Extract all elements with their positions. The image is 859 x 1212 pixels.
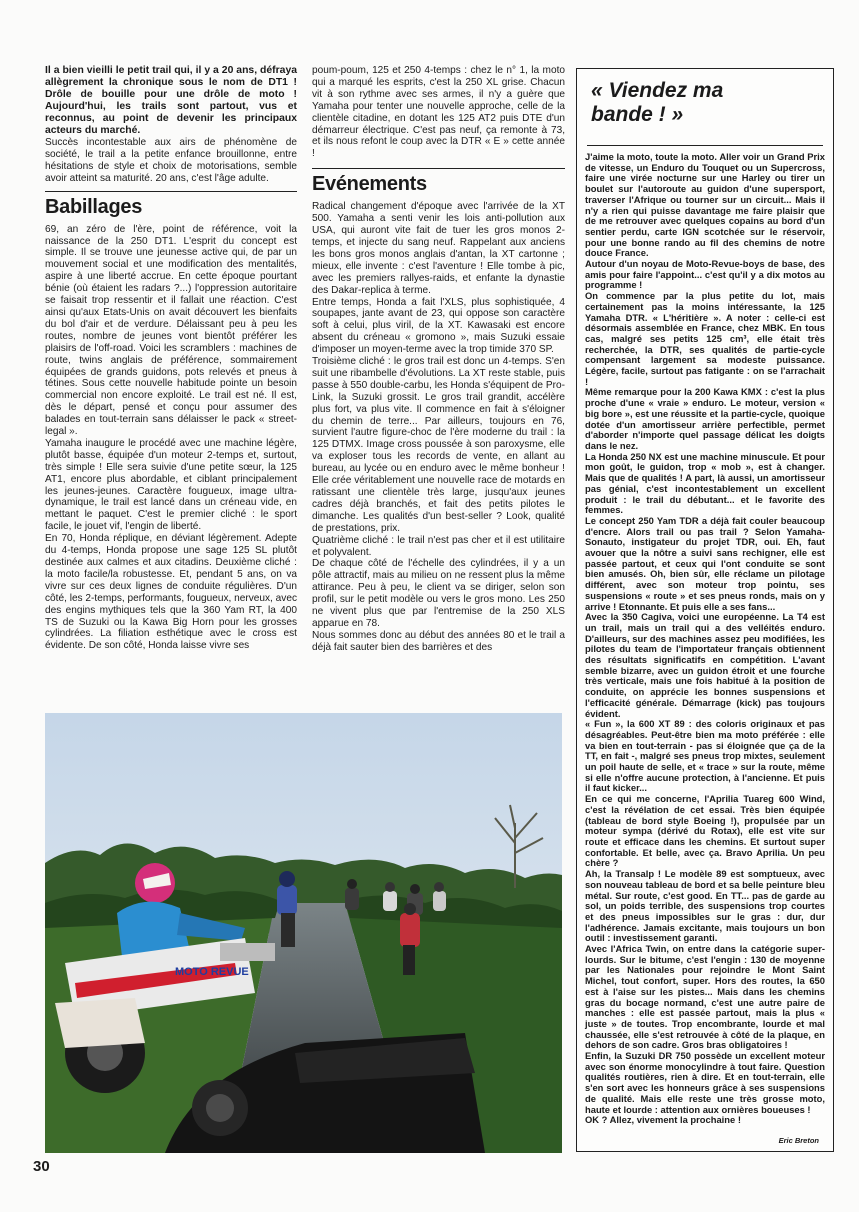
evenements-paragraph: Nous sommes donc au début des années 80 et le trail a déjà fait sauter bien des barrières et des	[312, 629, 565, 653]
babillages-paragraph: 69, an zéro de l'ère, point de référence, voit la naissance de la 250 DT1. L'esprit du concept est simple. Il se trouve une jeunesse active qui, de par un mouvement social et une modification des mentalités, aspire à une liberté accrue. En cette époque pourtant bénie (où étaient les radars ?...) l'oppression autoritaire se faisait trop ressentir et il fallait une réaction. C'est ainsi qu'aux Etats-Unis on avait découvert les bienfaits du bol d'air et de verdure. Délaissant peu à peu les routes, nombre de jeunes vont bientôt préférer les plaisirs de l'off-road. Voici les scramblers : machines de route, twins anglais de préférence, sommairement équipées de grands guidons, pots relevés et pneus à tétines. Sous cette nouvelle habitude pointe un besoin commercial non encore exploité. Le trail est né. Il est, dès le départ, pensé et conçu pour assumer des balades en tout-terrain sans délaisser le pack « street-legal ».	[45, 223, 297, 438]
sidebar-paragraph: Avec l'Africa Twin, on entre dans la catégorie super-lourds. Sur le bitume, c'est l'engin : 130 de moyenne par les Nationales pour rejoindre le Mont Saint Michel, tout confort, super. Hors des routes, la 650 est à l'aise sur les pistes... Mais dans les chemins gras du bocage normand, c'est une autre paire de manches : elle est passée partout, mais la plus « juste » de toutes. Trop encombrante, lourde et mal chaussée, elle s'est retrouvée à côté de la plaque, en dehors de son cadre. Gros bras obligatoires !	[585, 943, 825, 1051]
sidebar-divider	[587, 145, 823, 146]
jacket-logo: MOTO REVUE	[175, 966, 249, 978]
sidebar-paragraph: Avec la 350 Cagiva, voici une européenne. La T4 est un trail, mais un trail qui a des velléités enduro. D'ailleurs, sur des machines assez peu modifiées, les pilotes du team de l'importateur français obtiennent des résultats significatifs en compétition. L'avant semble bizarre, avec un guidon étroit et une fourche très verticale, mais une fois habitué à la position de conduite, on apprécie les bonnes suspensions et l'efficacité générale. Démarrage (kick) pas toujours évident.	[585, 611, 825, 719]
sidebar-title: « Viendez ma bande ! »	[591, 79, 724, 126]
column-middle	[312, 65, 565, 654]
sidebar-paragraph: La Honda 250 NX est une machine minuscule. Et pour mon goût, le guidon, trop « mob », est à changer. Mais que de qualités ! A part, là aussi, un amortisseur pas génial, c'est incontestablement un excellent produit : le trail du débutant... et le favorite des femmes.	[585, 450, 825, 516]
evenements-paragraph: Quatrième cliché : le trail n'est pas cher et il est utilitaire et polyvalent.	[312, 534, 565, 558]
sidebar-body	[585, 152, 825, 1126]
sidebar-paragraph: Enfin, la Suzuki DR 750 possède un excellent moteur avec son énorme monocylindre à tout faire. Question qualités routières, rien à dire. Et en tout-terrain, elle s'en sort avec les honneurs grâce à ses suspensions de qualité. Mais elle reste une très grosse moto, haute et lourde : attention aux ornières boueuses !	[585, 1050, 825, 1115]
sidebar-paragraph: J'aime la moto, toute la moto. Aller voir un Grand Prix de vitesse, un Enduro du Touquet ou un Supercross, faire une virée nocturne sur une Harley ou tirer un boulet sur l'autoroute au guidon d'une supersport, traverser l'Afrique ou tourner sur un circuit... Mais il n'y a rien qui puisse davantage me faire plaisir que de me retrouver avec quelques copains au bord d'un sentier perdu, carte IGN scotchée sur le réservoir, pour une bonne rando au fil des chemins de notre douce France.	[585, 151, 825, 259]
author-signature: Eric Breton	[778, 1136, 819, 1145]
sidebar-paragraph: Ah, la Transalp ! Le modèle 89 est somptueux, avec son nouveau tableau de bord et sa belle peinture bleu métal. Sur route, c'est good. En TT... pas de garde au sol, un poids terrible, des suspensions trop courtes et des pneus impossibles sur le gras : dur, dur l'adhérence. Jamais excitante, mais toujours un bon outil : investissement garanti.	[585, 868, 825, 944]
intro-lead: Il a bien vieilli le petit trail qui, il y a 20 ans, défraya allègrement la chronique sous le nom de DT1 ! Drôle de bouille pour une drôle de moto ! Aujourd'hui, les trails sont partout, vus et reconnus, au point de devenir les principaux acteurs du marché.	[45, 65, 297, 136]
evenements-paragraph: Troisième cliché : le gros trail est donc un 4-temps. S'en suit une ribambelle d'évolutions. La XT reste stable, puis passe à 550 double-carbu, les Honda s'équipent de Pro-Link, la Suzuki grossit. Le gros trail grandit, accélère plus fort, va plus vite. Il commence en fait à s'éloigner du chemin de terre... Par ailleurs, toujours en 76, survient l'autre figure-choc de l'ère moderne du trail : la 125 DTMX. Image cross poussée à son paroxysme, elle va exploser tous les records de vente, en allant au bureau, au lycée ou en enduro avec le même bonheur ! Elle crée véritablement une nouvelle race de motards en ratissant une clientèle très large, jusqu'aux jeunes cadres déjà branchés, et fait des petits pilotes le dimanche. Les qualités d'un best-seller ? Look, qualité de prestations, prix.	[312, 356, 565, 534]
sidebar-box	[576, 68, 834, 1152]
evenements-paragraph: Radical changement d'époque avec l'arrivée de la XT 500. Yamaha a senti venir les lois anti-pollution aux USA, qui auront vite fait de tuer les gros monos 2-temps, et injecte du sang neuf. Rappelant aux anciens les bons gros monos anglais d'antan, la XT cartonne ; mieux, elle invente : c'est l'aventure ! Elle tombe à pic, avec les premiers rallyes-raids, et enfante la dynastie des Dakar-replica à terme.	[312, 201, 565, 296]
sidebar-paragraph: OK ? Allez, vivement la prochaine !	[585, 1114, 741, 1126]
sidebar-paragraph: En ce qui me concerne, l'Aprilia Tuareg 600 Wind, c'est la révélation de cet essai. Très bien équipée (tableau de bord style Boeing !), propulsée par un moteur sympa (dérivé du Rotax), elle est vite sur route et efficace dans les chemins. Et surtout super confortable. Et belle, avec ça. Bravo Aprilia. Un peu chère ?	[585, 793, 825, 869]
section-heading-babillages: Babillages	[45, 191, 297, 218]
sidebar-paragraph: « Fun », la 600 XT 89 : des coloris originaux et pas désagréables. Peut-être bien ma moto préférée : elle va bien en tout-terrain - pas si éloignée que ça de la TT, en fait -, malgré ses pneus trop mixtes, seulement un poil haute de selle, et « trace » sur la route, même si elle n'offre aucune protection, à l'ancienne. Et puis il faut kicker...	[585, 718, 825, 794]
sidebar-paragraph: Même remarque pour la 200 Kawa KMX : c'est la plus proche d'une « vraie » enduro. Le moteur, version « big bore », est une réussite et la partie-cycle, quoique dotée d'un amortisseur arrière perfectible, permet d'aborder n'importe quel passage délicat les doigts dans le nez.	[585, 386, 825, 451]
babillages-paragraph: En 70, Honda réplique, en déviant légèrement. Adepte du 4-temps, Honda propose une sage 125 SL plutôt destinée aux calmes et aux citadins. Deuxième cliché : la moto facile/la robustesse. Et, pendant 5 ans, on va vivre sur ces deux lignes de conduite régulières. D'un côté, les 2-temps, performants, fougueux, nerveux, avec des engins mythiques tels que la 360 Yam RT, la 400 TS de Suzuki ou la Kawa Big Horn pour les grosses cylindrées. La filiation esthétique avec le cross est évidente. De son côté, Honda laisse vivre ses	[45, 533, 297, 652]
sidebar-paragraph: On commence par la plus petite du lot, mais certainement pas la moins intéressante, la 125 Yamaha DTR. « L'héritière ». A noter : celle-ci est désormais assemblée en France, chez MBK. En tous cas, malgré ses petits 125 cm³, elle était très recherchée, la DTR, ses qualités de partie-cycle compensant largement sa modeste puissance. Légère, facile, surtout pas fatigante : on se l'arrachait !	[585, 290, 825, 387]
intro-text: Succès incontestable aux airs de phénomène de société, le trail a la petite enfance brouillonne, entre hésitations de style et choix de motorisations, semble avoir atteint sa maturité. 20 ans, c'est l'âge adulte.	[45, 137, 297, 184]
evenements-paragraph: Entre temps, Honda a fait l'XLS, plus sophistiquée, 4 soupapes, jante avant de 23, qui oppose son caractère soft à celui, plus viril, de la XT. Kawasaki est encore absent du créneau « gromono », mais Suzuki essaie d'imposer un moyen-terme avec la trop timide 370 SP.	[312, 296, 565, 356]
section-heading-evenements: Evénements	[312, 168, 565, 195]
column2-opening: poum-poum, 125 et 250 4-temps : chez le n° 1, la moto qui a marqué les esprits, c'est la 250 XL grise. Chacun vit à son rythme avec ses armes, il n'y a guère que Yamaha pour tenter une nouvelle approche, celle de la clientèle citadine, en dotant les 125 AT2 puis DTE d'un démarreur électrique. C'est pas neuf, ça remonte à 73, et ils nous refont le coup avec la DTR « E » cette année !	[312, 65, 565, 160]
column-left	[45, 65, 297, 652]
evenements-paragraph: De chaque côté de l'échelle des cylindrées, il y a un pôle attractif, mais au milieu on ne ressent plus la même attirance. Peu à peu, le client va se diriger, selon son profil, sur le petit modèle ou vers le gros mono. Les 250 ne vivent plus que par l'entremise de la 250 XLS apparue en 78.	[312, 558, 565, 629]
riders-photo	[45, 713, 562, 1153]
page-number: 30	[33, 1158, 50, 1175]
babillages-paragraph: Yamaha inaugure le procédé avec une machine légère, plutôt basse, équipée d'un moteur 2-temps et, surtout, très simple ! Elle sera suivie d'une petite sœur, la 125 AT1, encore plus abordable, et ciblant principalement les jeunes-jeunes. Caractère fougueux, image ultra-dynamique, le trail est lancé dans un créneau vide, en mettant le paquet. C'est le premier cliché : le sport facile, le jouet vif, l'engin de liberté.	[45, 437, 297, 533]
sidebar-paragraph: Autour d'un noyau de Moto-Revue-boys de base, des amis pour faire l'appoint... c'est qu'il y a dix motos au programme !	[585, 258, 825, 291]
sidebar-paragraph: Le concept 250 Yam TDR a déjà fait couler beaucoup d'encre. Alors trail ou pas trail ? Selon Yamaha-Sonauto, instigateur du projet TDR, oui. Eh, faut avouer que la nôtre a suivi sans rechigner, elle est passée partout, et ceux qui l'ont conduite se sont bien amusés. Oh, bien sûr, elle réclame un pilotage différent, avec son moteur trop pointu, ses suspensions « route » et ses pneus ronds, mais on y arrive ! Etonnante. Et puis elle a ses fans...	[585, 514, 825, 612]
